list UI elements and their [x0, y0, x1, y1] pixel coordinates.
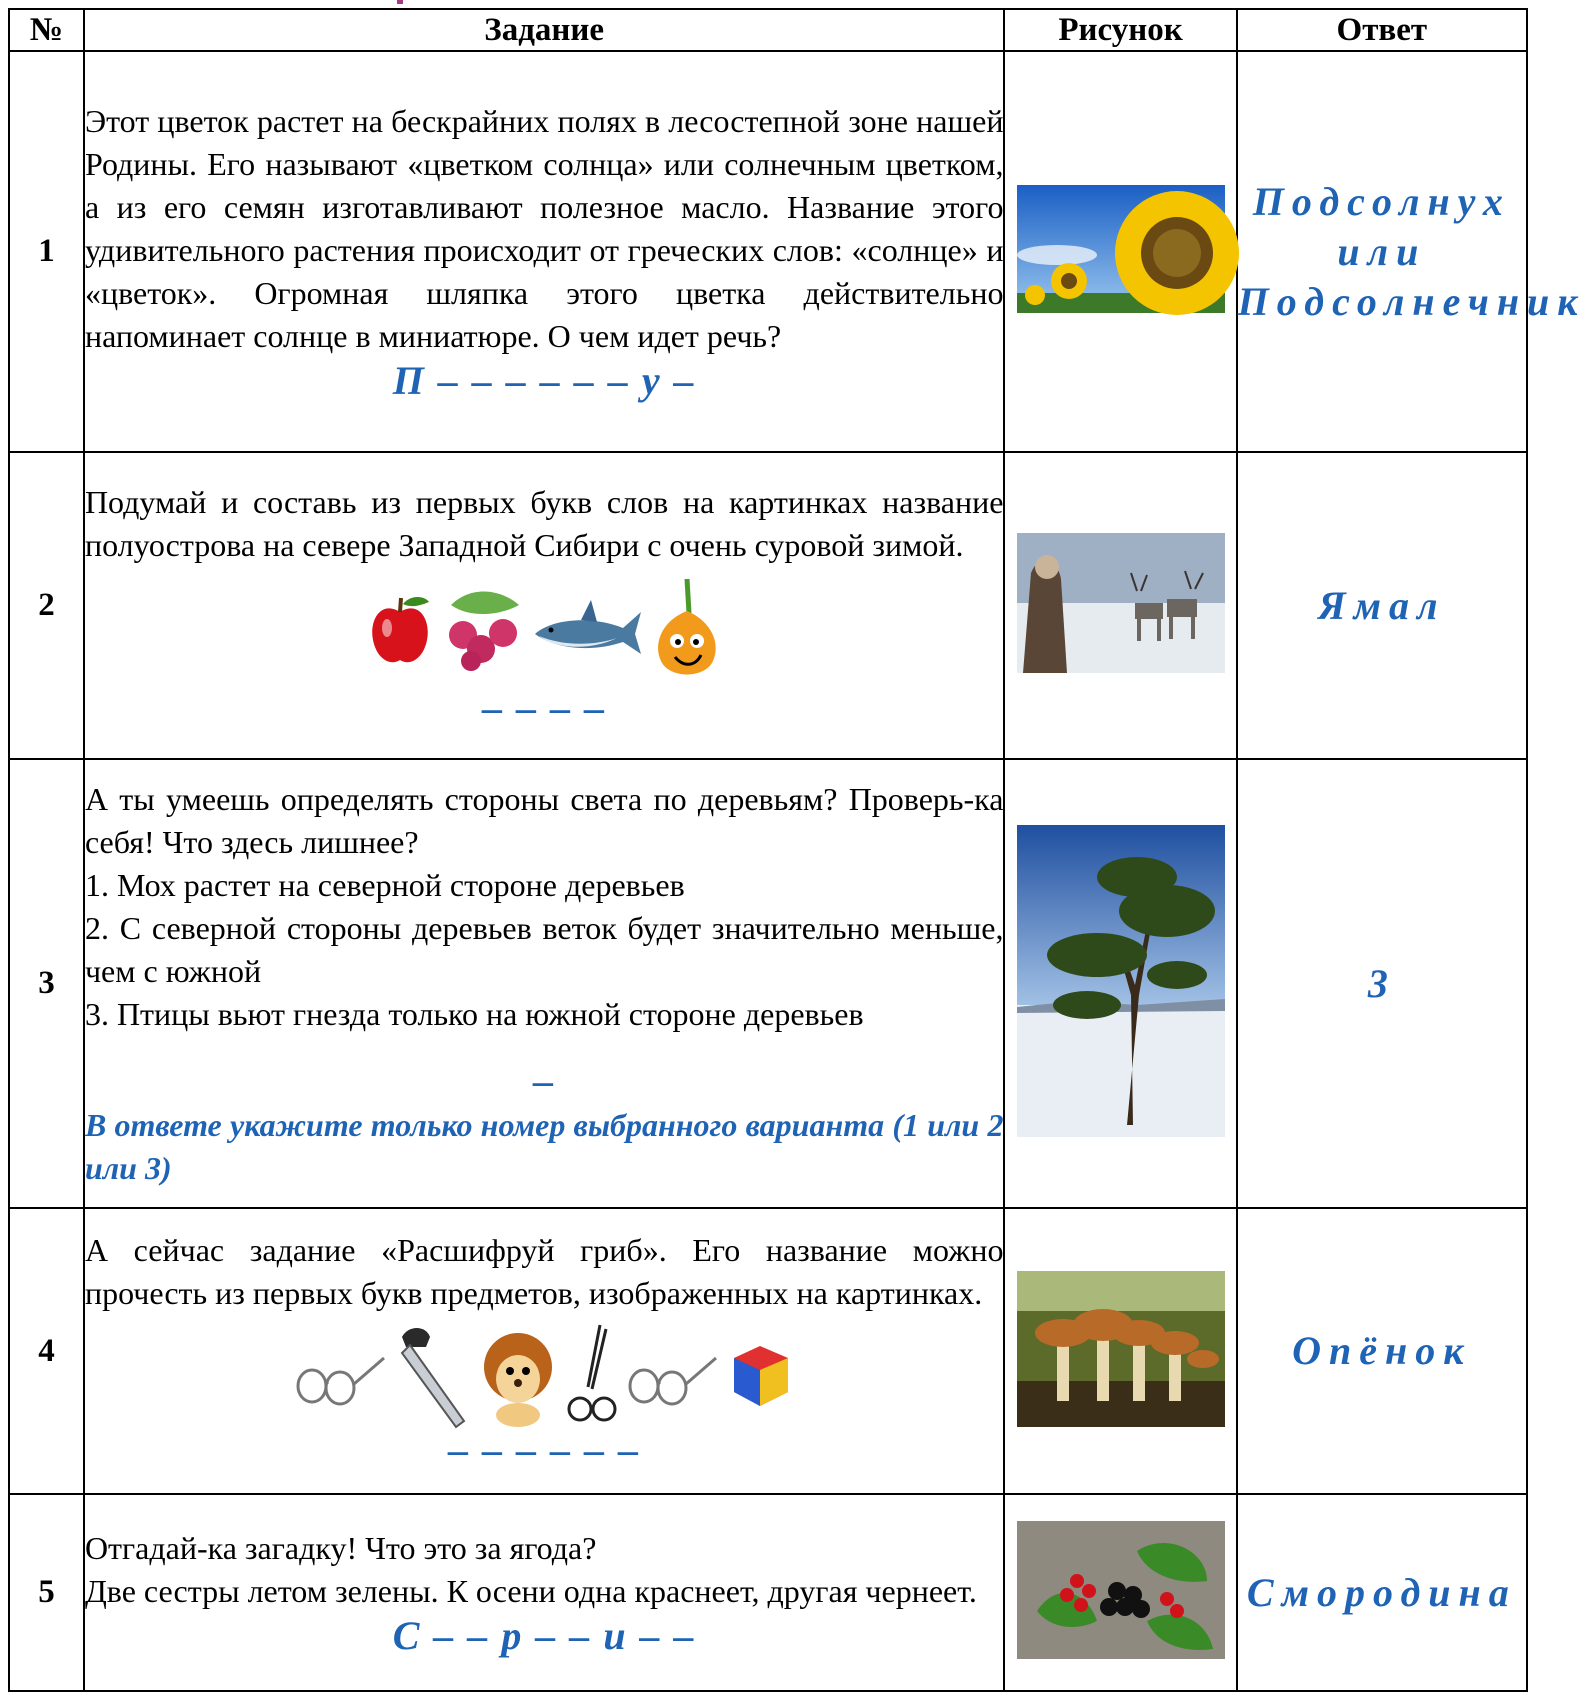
- glasses-icon: [294, 1340, 388, 1410]
- picture-cell: [1004, 51, 1236, 452]
- glasses-icon: [626, 1340, 720, 1410]
- answer-hint: П – – – – – – у –: [392, 357, 696, 403]
- picture-cell: [1004, 452, 1236, 759]
- task-text: А ты умеешь определять стороны света по деревьям? Проверь-ка себя! Что здесь лишнее?: [84, 780, 1004, 860]
- answer-hint: – – – –: [482, 684, 607, 730]
- task-cell: [84, 1494, 1005, 1691]
- shark-icon: [533, 598, 643, 662]
- table-row: [9, 452, 1527, 759]
- picture-cell: [1004, 1208, 1236, 1494]
- currant-photo-icon: [1017, 1521, 1225, 1664]
- answer-cell: Опёнок: [1237, 1208, 1527, 1494]
- answer-hint: –: [533, 1057, 556, 1103]
- riddle-text: Две сестры летом зелены. К осени одна краснеет, другая чернеет.: [84, 1572, 977, 1609]
- raspberry-icon: [441, 585, 525, 675]
- mushrooms-photo-icon: [1017, 1271, 1225, 1432]
- answer-cell: 3: [1237, 759, 1527, 1208]
- task-cell: [84, 452, 1005, 759]
- answer-cell: Подсолнух или Подсолнечник: [1237, 51, 1527, 452]
- row-number: 4: [9, 1208, 84, 1494]
- scissors-icon: [566, 1323, 618, 1427]
- saw-icon: [396, 1323, 470, 1427]
- row-number: 3: [9, 759, 84, 1208]
- answer-hint: – – – – – –: [448, 1427, 641, 1472]
- option-2: 2. С северной стороны деревьев веток будет значительно меньше, чем с южной: [84, 909, 1004, 989]
- row-number: 5: [9, 1494, 84, 1691]
- answer-note: В ответе укажите только номер выбранного варианта (1 или 2 или 3): [84, 1106, 1004, 1186]
- sunflower-photo-icon: [1017, 185, 1225, 318]
- onion-icon: [651, 575, 721, 685]
- cube-icon: [728, 1340, 794, 1410]
- header-num: №: [9, 9, 84, 51]
- picture-cell: [1004, 1494, 1236, 1691]
- row-number: 1: [9, 51, 84, 452]
- answer-cell: Смородина: [1237, 1494, 1527, 1691]
- answer-cell: Ямал: [1237, 452, 1527, 759]
- header-answer: Ответ: [1237, 9, 1527, 51]
- option-1: 1. Мох растет на северной стороне деревьев: [84, 866, 685, 903]
- reindeer-tundra-photo-icon: [1017, 533, 1225, 678]
- task-cell: [84, 759, 1005, 1208]
- task-cell: [84, 51, 1005, 452]
- header-task: Задание: [84, 9, 1005, 51]
- apple-icon: [367, 590, 433, 670]
- rebus-pictures: [85, 1323, 1004, 1427]
- table-row: [9, 1208, 1527, 1494]
- row-number: 2: [9, 452, 84, 759]
- hedgehog-icon: [478, 1323, 558, 1427]
- task-text: Подумай и составь из первых букв слов на картинках название полуострова на севере Западной Сибири с очень суровой зимой.: [84, 483, 1004, 563]
- table-row: [9, 1494, 1527, 1691]
- quiz-table: [8, 8, 1586, 1692]
- table-row: [9, 51, 1527, 452]
- riddle-intro: Отгадай-ка загадку! Что это за ягода?: [84, 1529, 597, 1566]
- picture-cell: [1004, 759, 1236, 1208]
- header-row: [9, 9, 1527, 51]
- header-picture: Рисунок: [1004, 9, 1236, 51]
- pine-tree-winter-photo-icon: [1017, 825, 1225, 1142]
- task-text: Этот цветок растет на бескрайних полях в лесостепной зоне нашей Родины. Его называют «цветком солнца» или солнечным цветком, а из его семян изготавливают полезное масло. Название этого удивительного растения происходит от греческих слов: «солнце» и «цветок». Огромная шляпка этого цветка действительно напоминает солнце в миниатюре. О чем идет речь?: [84, 102, 1004, 354]
- rebus-pictures: [85, 575, 1004, 685]
- top-mark: [397, 0, 403, 4]
- answer-hint: С – – р – – и – –: [392, 1612, 696, 1658]
- task-cell: [84, 1208, 1005, 1494]
- table-row: [9, 759, 1527, 1208]
- option-3: 3. Птицы вьют гнезда только на южной стороне деревьев: [84, 995, 864, 1032]
- task-text: А сейчас задание «Расшифруй гриб». Его название можно прочесть из первых букв предметов, изображенных на картинках.: [84, 1232, 1004, 1311]
